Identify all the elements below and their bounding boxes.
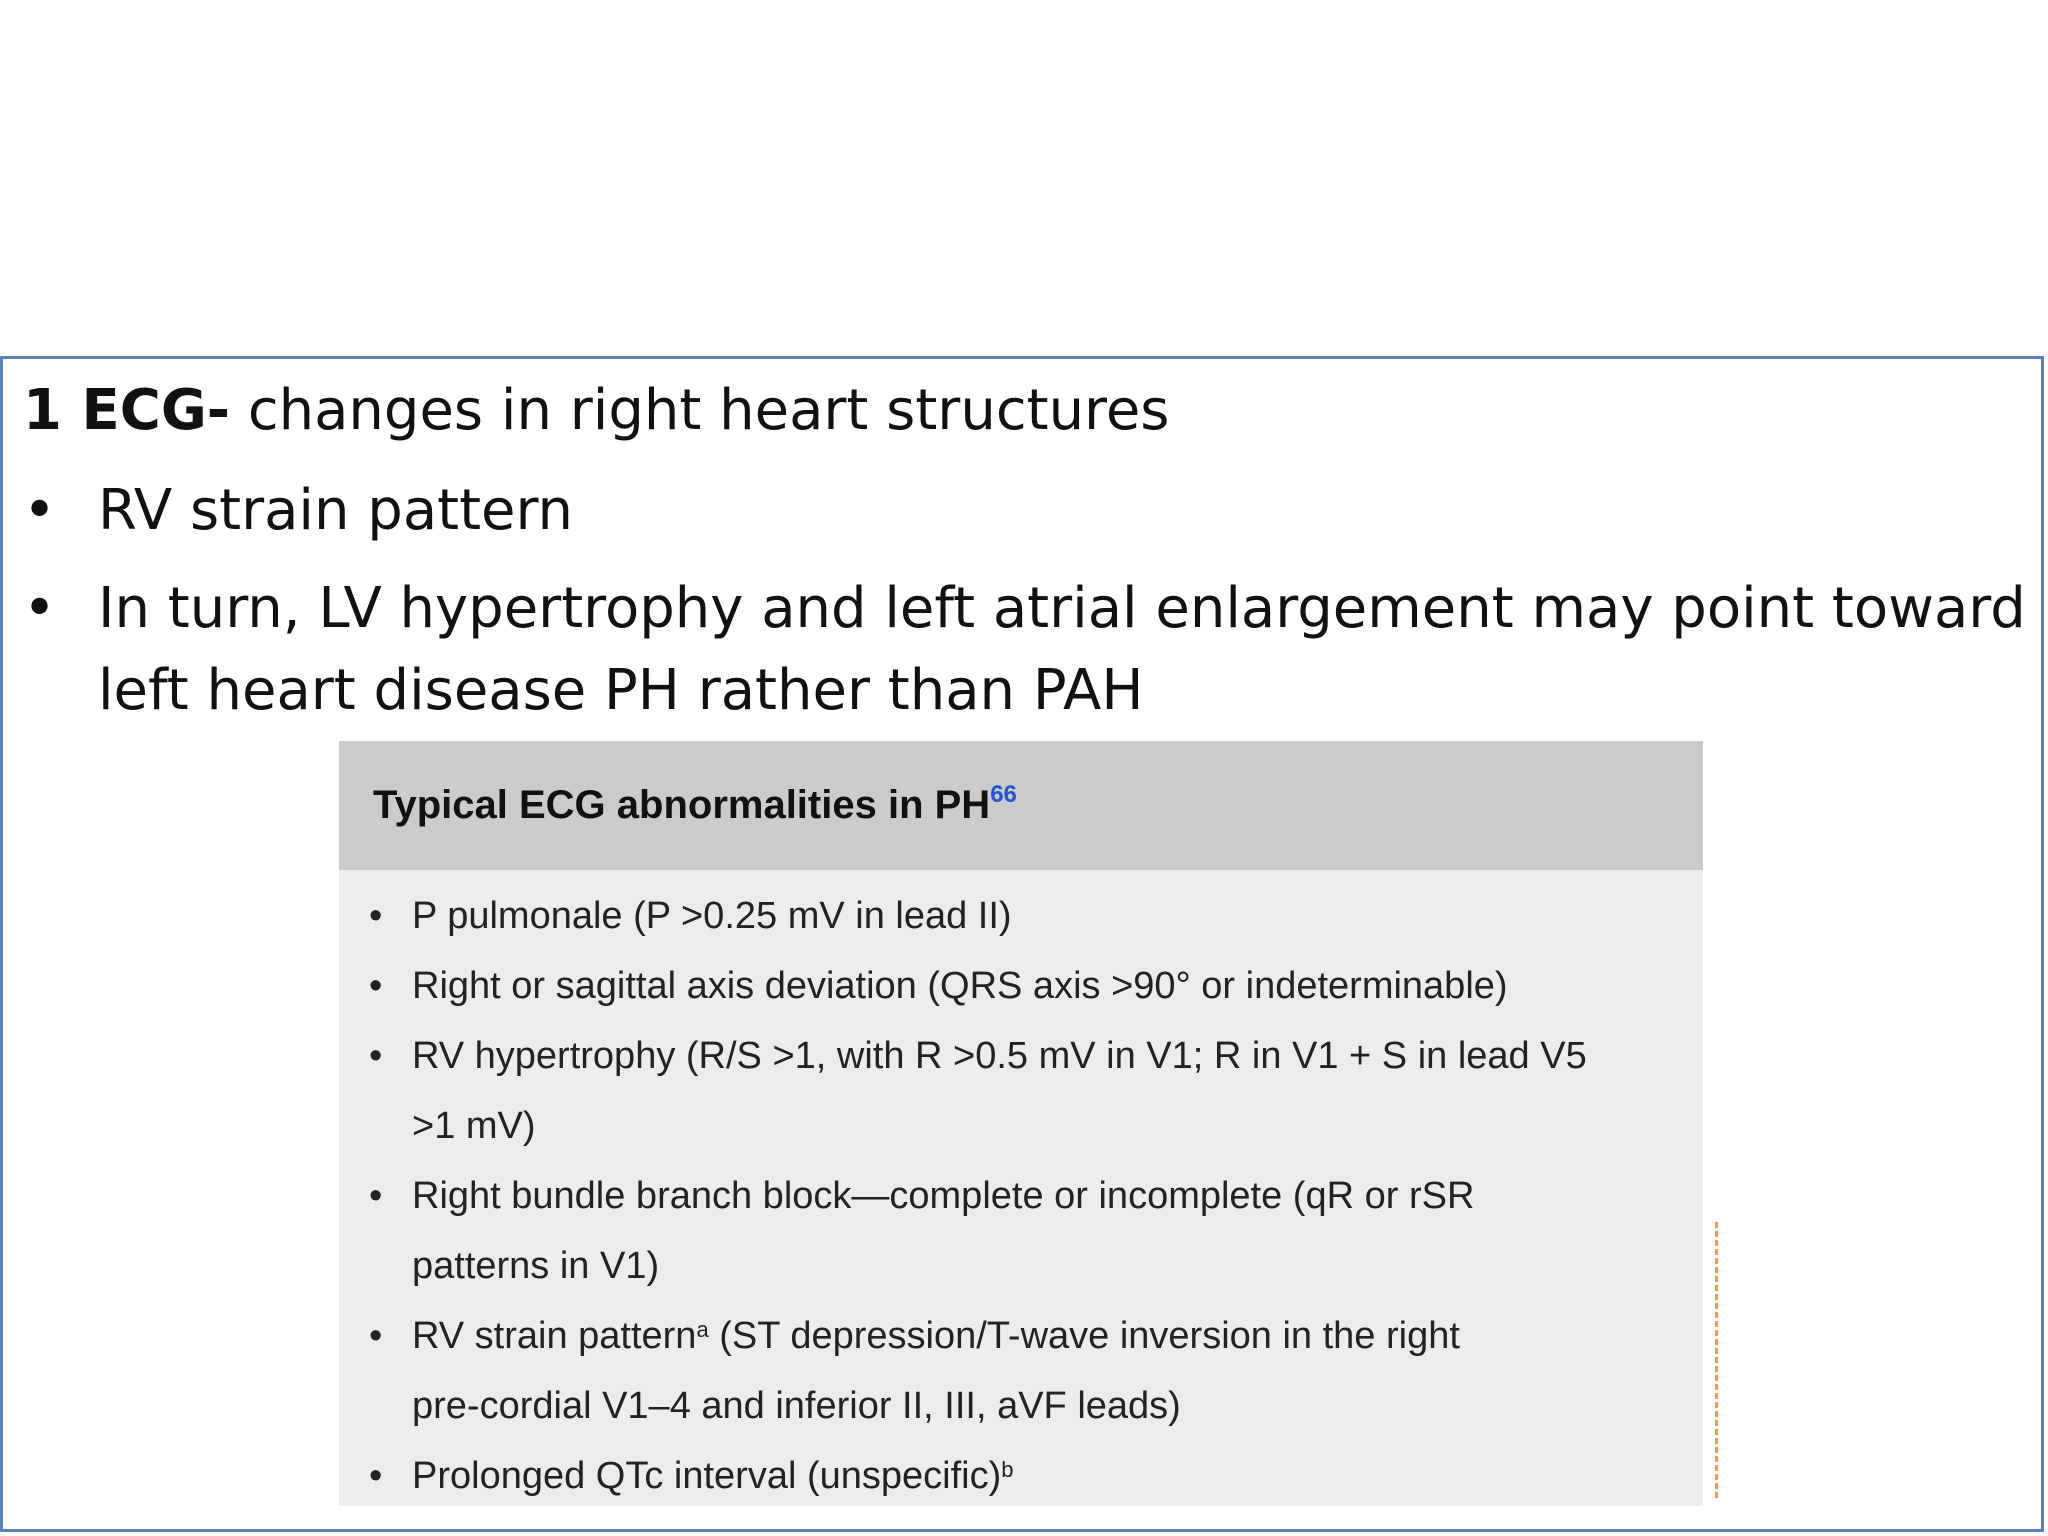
item-text-continued: pre-cordial V1–4 and inferior II, III, aVF leads)	[412, 1385, 1181, 1427]
list-item	[369, 1161, 1474, 1301]
list-item	[369, 1021, 1587, 1161]
heading-text: changes in right heart structures	[230, 378, 1170, 443]
bullet-dot-icon: •	[369, 1315, 383, 1357]
bullet-item	[23, 470, 2028, 552]
bullet-dot-icon: •	[369, 1035, 383, 1077]
table-title: Typical ECG abnormalities in PH$^{66}$	[373, 781, 1017, 827]
item-text: Right or sagittal axis deviation (QRS axis >90° or indeterminable)	[412, 965, 1508, 1007]
item-text: RV hypertrophy (R/S >1, with R >0.5 mV in V1; R in V1 + S in lead V5	[412, 1035, 1587, 1077]
bullet-dot-icon: •	[369, 1175, 383, 1217]
item-text-continued: patterns in V1)	[412, 1245, 660, 1287]
ecg-abnormalities-table	[339, 741, 1703, 1506]
heading-bold: 1 ECG-	[23, 378, 231, 443]
item-text: Right bundle branch block—complete or incomplete (qR or rSR	[412, 1175, 1475, 1217]
reference-number: 66	[990, 781, 1017, 808]
list-item	[369, 1441, 1014, 1511]
item-text-continued: >1 mV)	[412, 1105, 536, 1147]
footnote-marker: b	[1001, 1457, 1014, 1482]
item-text: P pulmonale (P >0.25 mV in lead II)	[412, 895, 1012, 937]
bullet-text: In turn, LV hypertrophy and left atrial enlargement may point toward left heart disease PH rather than PAH	[98, 576, 2026, 723]
bullet-text: RV strain pattern	[98, 478, 574, 543]
bullet-dot-icon: •	[23, 478, 57, 543]
table-header	[339, 741, 1703, 870]
list-item	[369, 881, 1012, 951]
bullet-dot-icon: •	[23, 576, 57, 641]
footnote-marker: a	[696, 1317, 709, 1342]
bullet-dot-icon: •	[369, 1455, 383, 1497]
list-item	[369, 951, 1508, 1021]
bullet-dot-icon: •	[369, 965, 383, 1007]
dashed-guide-line	[1715, 1222, 1718, 1498]
item-text: Prolonged QTc interval (unspecific)$^b$	[412, 1455, 1014, 1497]
bullet-dot-icon: •	[369, 895, 383, 937]
item-text: RV strain pattern$^a$ (ST depression/T-wave inversion in the right	[412, 1315, 1460, 1357]
list-item	[369, 1301, 1460, 1441]
slide-heading	[23, 378, 1169, 443]
bullet-item	[23, 568, 2028, 732]
